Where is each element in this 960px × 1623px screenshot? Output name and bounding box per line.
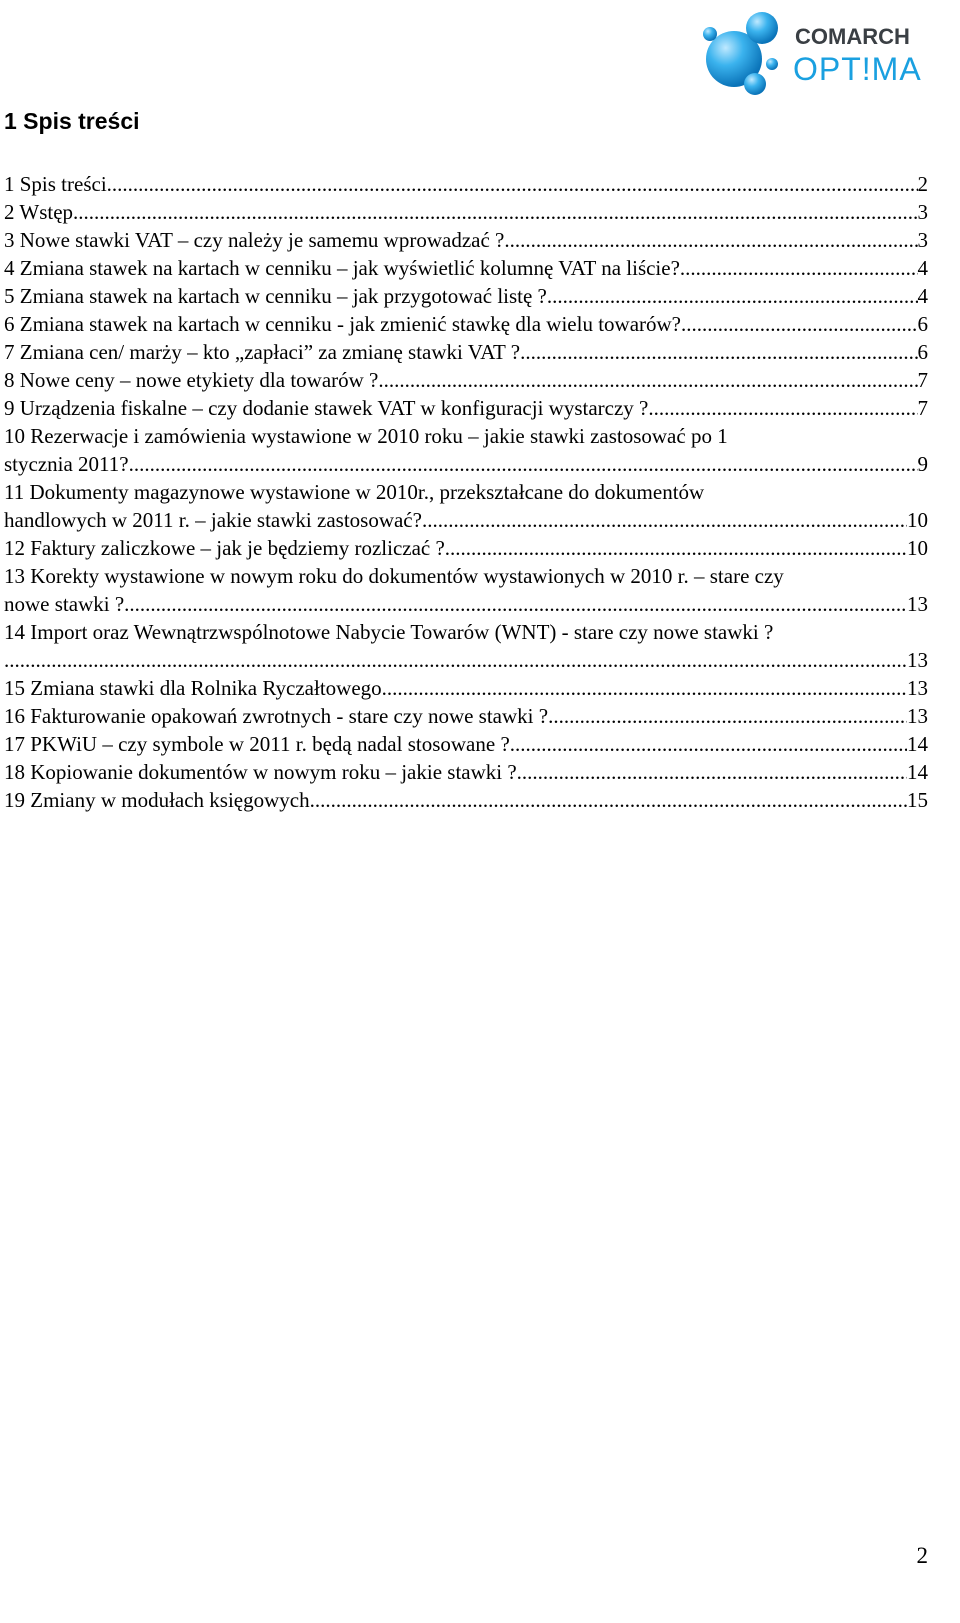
- toc-entry[interactable]: [4, 758, 928, 786]
- toc-dot-leader: [124, 590, 907, 618]
- toc-page-number: 2: [917, 172, 928, 196]
- toc-entry-last-line: [4, 646, 928, 674]
- toc-entry-last-line: [4, 674, 928, 702]
- toc-entry-title: 1 Spis treści: [4, 172, 107, 196]
- toc-dot-leader: [510, 730, 907, 758]
- toc-entry[interactable]: [4, 422, 928, 478]
- toc-entry-title: 4 Zmiana stawek na kartach w cenniku – jak wyświetlić kolumnę VAT na liście?: [4, 256, 680, 280]
- toc-dot-leader: [680, 254, 918, 282]
- toc-entry[interactable]: [4, 730, 928, 758]
- toc-page-number: 9: [917, 452, 928, 476]
- toc-entry-last-line: [4, 226, 928, 254]
- toc-dot-leader: [517, 758, 907, 786]
- toc-entry-title: handlowych w 2011 r. – jakie stawki zastosować?: [4, 508, 422, 532]
- toc-entry-last-line: [4, 310, 928, 338]
- toc-entry-last-line: [4, 338, 928, 366]
- toc-entry-title: 2 Wstęp: [4, 200, 74, 224]
- bubbles-graphic: [703, 12, 778, 95]
- toc-entry-last-line: [4, 198, 928, 226]
- comarch-optima-logo: [700, 4, 950, 104]
- toc-dot-leader: [310, 786, 907, 814]
- toc-page-number: 6: [917, 312, 928, 336]
- toc-entry-last-line: [4, 758, 928, 786]
- toc-entry[interactable]: [4, 170, 928, 198]
- toc-entry[interactable]: [4, 786, 928, 814]
- toc-page-number: 14: [907, 760, 928, 784]
- toc-page-number: 10: [907, 536, 928, 560]
- toc-page-number: 3: [917, 228, 928, 252]
- toc-entry-last-line: [4, 730, 928, 758]
- toc-dot-leader: [520, 338, 917, 366]
- toc-entry[interactable]: [4, 534, 928, 562]
- toc-dot-leader: [548, 702, 907, 730]
- toc-entry-title: 16 Fakturowanie opakowań zwrotnych - stare czy nowe stawki ?: [4, 704, 549, 728]
- toc-dot-leader: [129, 450, 918, 478]
- toc-entry-last-line: [4, 170, 928, 198]
- toc-entry-title: 12 Faktury zaliczkowe – jak je będziemy rozliczać ?: [4, 536, 445, 560]
- toc-entry-last-line: [4, 702, 928, 730]
- toc-entry[interactable]: [4, 394, 928, 422]
- toc-entry-title-line: 13 Korekty wystawione w nowym roku do dokumentów wystawionych w 2010 r. – stare czy: [4, 564, 784, 588]
- toc-entry[interactable]: [4, 674, 928, 702]
- toc-entry-title: 5 Zmiana stawek na kartach w cenniku – jak przygotować listę ?: [4, 284, 547, 308]
- toc-page-number: 10: [907, 508, 928, 532]
- toc-entry-last-line: [4, 506, 928, 534]
- toc-entry-last-line: [4, 786, 928, 814]
- toc-entry-last-line: [4, 282, 928, 310]
- toc-page-number: 15: [907, 788, 928, 812]
- toc-entry-title: 17 PKWiU – czy symbole w 2011 r. będą nadal stosowane ?: [4, 732, 510, 756]
- toc-entry-title: nowe stawki ?: [4, 592, 125, 616]
- logo-optima-text: OPT!MA: [793, 51, 922, 87]
- toc-entry-title: 6 Zmiana stawek na kartach w cenniku - jak zmienić stawkę dla wielu towarów?: [4, 312, 681, 336]
- toc-page-number: 6: [917, 340, 928, 364]
- table-of-contents: [4, 170, 928, 814]
- toc-entry[interactable]: [4, 702, 928, 730]
- toc-entry-last-line: [4, 254, 928, 282]
- page-number: 2: [916, 1543, 928, 1568]
- toc-dot-leader: [547, 282, 918, 310]
- toc-entry[interactable]: [4, 562, 928, 618]
- logo-comarch-text: COMARCH: [795, 24, 910, 49]
- toc-entry-last-line: [4, 534, 928, 562]
- toc-page-number: 13: [907, 704, 928, 728]
- toc-entry[interactable]: [4, 338, 928, 366]
- toc-dot-leader: [445, 534, 907, 562]
- toc-dot-leader: [504, 226, 917, 254]
- toc-entry[interactable]: [4, 282, 928, 310]
- toc-dot-leader: [382, 674, 907, 702]
- toc-page-number: 7: [917, 396, 928, 420]
- toc-page-number: 13: [907, 676, 928, 700]
- toc-entry-title: 19 Zmiany w modułach księgowych: [4, 788, 310, 812]
- toc-entry[interactable]: [4, 366, 928, 394]
- toc-page-number: 14: [907, 732, 928, 756]
- toc-entry-title: 9 Urządzenia fiskalne – czy dodanie stawek VAT w konfiguracji wystarczy ?: [4, 396, 649, 420]
- toc-entry-title: stycznia 2011?: [4, 452, 129, 476]
- toc-dot-leader: [681, 310, 918, 338]
- toc-entry-title-line: 14 Import oraz Wewnątrzwspólnotowe Nabycie Towarów (WNT) - stare czy nowe stawki ?: [4, 620, 774, 644]
- toc-entry-last-line: [4, 590, 928, 618]
- toc-entry-last-line: [4, 450, 928, 478]
- toc-page-number: 7: [917, 368, 928, 392]
- toc-entry-last-line: [4, 394, 928, 422]
- toc-heading: 1 Spis treści: [4, 108, 140, 134]
- toc-entry[interactable]: [4, 198, 928, 226]
- toc-page-number: 13: [907, 592, 928, 616]
- toc-entry[interactable]: [4, 310, 928, 338]
- toc-entry-title-line: 10 Rezerwacje i zamówienia wystawione w 2010 roku – jakie stawki zastosować po 1: [4, 424, 728, 448]
- toc-dot-leader: [4, 646, 907, 674]
- toc-page-number: 4: [917, 284, 928, 308]
- toc-entry[interactable]: [4, 478, 928, 534]
- toc-entry-title: 3 Nowe stawki VAT – czy należy je samemu wprowadzać ?: [4, 228, 505, 252]
- toc-entry-title: 7 Zmiana cen/ marży – kto „zapłaci” za zmianę stawki VAT ?: [4, 340, 521, 364]
- toc-entry-title-line: 11 Dokumenty magazynowe wystawione w 2010r., przekształcane do dokumentów: [4, 480, 705, 504]
- toc-entry-title: 8 Nowe ceny – nowe etykiety dla towarów ?: [4, 368, 379, 392]
- toc-entry[interactable]: [4, 254, 928, 282]
- toc-dot-leader: [378, 366, 917, 394]
- toc-page-number: 3: [917, 200, 928, 224]
- toc-entry-title: 15 Zmiana stawki dla Rolnika Ryczałtowego: [4, 676, 382, 700]
- toc-page-number: 13: [907, 648, 928, 672]
- toc-entry[interactable]: [4, 618, 928, 674]
- toc-entry-last-line: [4, 366, 928, 394]
- toc-dot-leader: [422, 506, 907, 534]
- toc-dot-leader: [107, 170, 918, 198]
- toc-page-number: 4: [917, 256, 928, 280]
- toc-entry-title: 18 Kopiowanie dokumentów w nowym roku – jakie stawki ?: [4, 760, 517, 784]
- toc-dot-leader: [648, 394, 917, 422]
- toc-dot-leader: [73, 198, 917, 226]
- toc-entry[interactable]: [4, 226, 928, 254]
